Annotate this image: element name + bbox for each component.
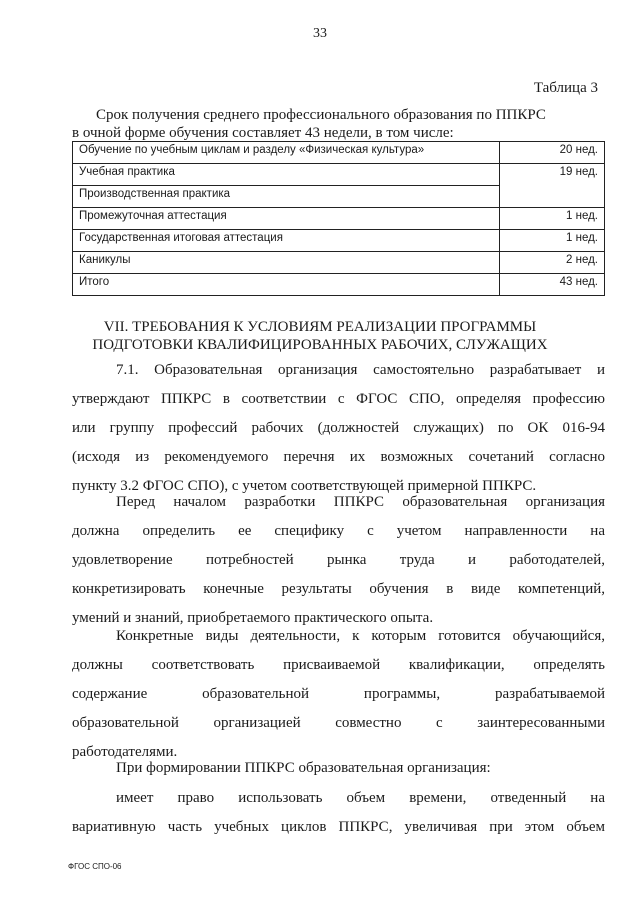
table-intro bbox=[72, 106, 602, 142]
table-row bbox=[73, 164, 605, 186]
paragraph-line: должны соответствовать присваиваемой квалификации, определять bbox=[72, 657, 605, 673]
paragraph-line: должна определить ее специфику с учетом направленности на bbox=[72, 523, 605, 539]
table-cell-label: Промежуточная аттестация bbox=[73, 208, 500, 230]
paragraph-line: содержание образовательной программы, разрабатываемой bbox=[72, 686, 605, 702]
table-cell-label: Обучение по учебным циклам и разделу «Физическая культура» bbox=[73, 142, 500, 164]
table-row bbox=[73, 208, 605, 230]
table-cell-value: 1 нед. bbox=[500, 230, 605, 252]
table-intro-line: в очной форме обучения составляет 43 недели, в том числе: bbox=[72, 125, 454, 141]
footer-label: ФГОС СПО-06 bbox=[68, 862, 122, 871]
table-row bbox=[73, 142, 605, 164]
paragraph-line: 7.1. Образовательная организация самостоятельно разрабатывает и bbox=[116, 362, 605, 378]
table-cell-label: Производственная практика bbox=[73, 186, 500, 208]
section-title-line: ПОДГОТОВКИ КВАЛИФИЦИРОВАННЫХ РАБОЧИХ, СЛУЖАЩИХ bbox=[92, 337, 548, 353]
section-title-line: VII. ТРЕБОВАНИЯ К УСЛОВИЯМ РЕАЛИЗАЦИИ ПРОГРАММЫ bbox=[103, 319, 537, 335]
paragraph-forming bbox=[72, 754, 605, 783]
paragraph-line: пункту 3.2 ФГОС СПО), с учетом соответствующей примерной ППКРС. bbox=[72, 478, 537, 494]
paragraph-line: Конкретные виды деятельности, к которым готовится обучающийся, bbox=[116, 628, 605, 644]
page-number: 33 bbox=[313, 26, 327, 41]
table-cell-value: 43 нед. bbox=[500, 274, 605, 296]
paragraph-line: или группу профессий рабочих (должностей служащих) по ОК 016-94 bbox=[72, 420, 605, 436]
paragraph-activities bbox=[72, 622, 605, 767]
paragraph-line: Перед началом разработки ППКРС образовательная организация bbox=[116, 494, 605, 510]
table-cell-value: 19 нед. bbox=[500, 164, 605, 208]
table-intro-line: Срок получения среднего профессионального образования по ППКРС bbox=[96, 107, 546, 123]
table-row bbox=[73, 230, 605, 252]
table-cell-label: Учебная практика bbox=[73, 164, 500, 186]
paragraph-line: (исходя из рекомендуемого перечня их возможных сочетаний согласно bbox=[72, 449, 605, 465]
paragraph-line: удовлетворение потребностей рынка труда и работодателей, bbox=[72, 552, 605, 568]
table-cell-value: 2 нед. bbox=[500, 252, 605, 274]
paragraph-line: умений и знаний, приобретаемого практического опыта. bbox=[72, 610, 434, 626]
section-title bbox=[0, 318, 640, 354]
table-label: Таблица 3 bbox=[533, 80, 598, 96]
table-cell-label: Государственная итоговая аттестация bbox=[73, 230, 500, 252]
paragraph-line: утверждают ППКРС в соответствии с ФГОС СПО, определяя профессию bbox=[72, 391, 605, 407]
table-cell-value: 1 нед. bbox=[500, 208, 605, 230]
paragraph-7-1 bbox=[72, 356, 605, 501]
paragraph-line: конкретизировать конечные результаты обучения в виде компетенций, bbox=[72, 581, 605, 597]
paragraph-line: вариативную часть учебных циклов ППКРС, увеличивая при этом объем bbox=[72, 819, 605, 835]
paragraph-line: При формировании ППКРС образовательная организация: bbox=[116, 760, 491, 776]
table-cell-label: Итого bbox=[73, 274, 500, 296]
table-row bbox=[73, 274, 605, 296]
table-cell-label: Каникулы bbox=[73, 252, 500, 274]
paragraph-specifics bbox=[72, 488, 605, 633]
table-row bbox=[73, 252, 605, 274]
paragraph-right bbox=[72, 784, 605, 842]
paragraph-line: имеет право использовать объем времени, отведенный на bbox=[116, 790, 605, 806]
paragraph-line: работодателями. bbox=[72, 744, 178, 760]
table-cell-value: 20 нед. bbox=[500, 142, 605, 164]
paragraph-line: образовательной организацией совместно с заинтересованными bbox=[72, 715, 605, 731]
study-duration-table bbox=[72, 141, 605, 296]
